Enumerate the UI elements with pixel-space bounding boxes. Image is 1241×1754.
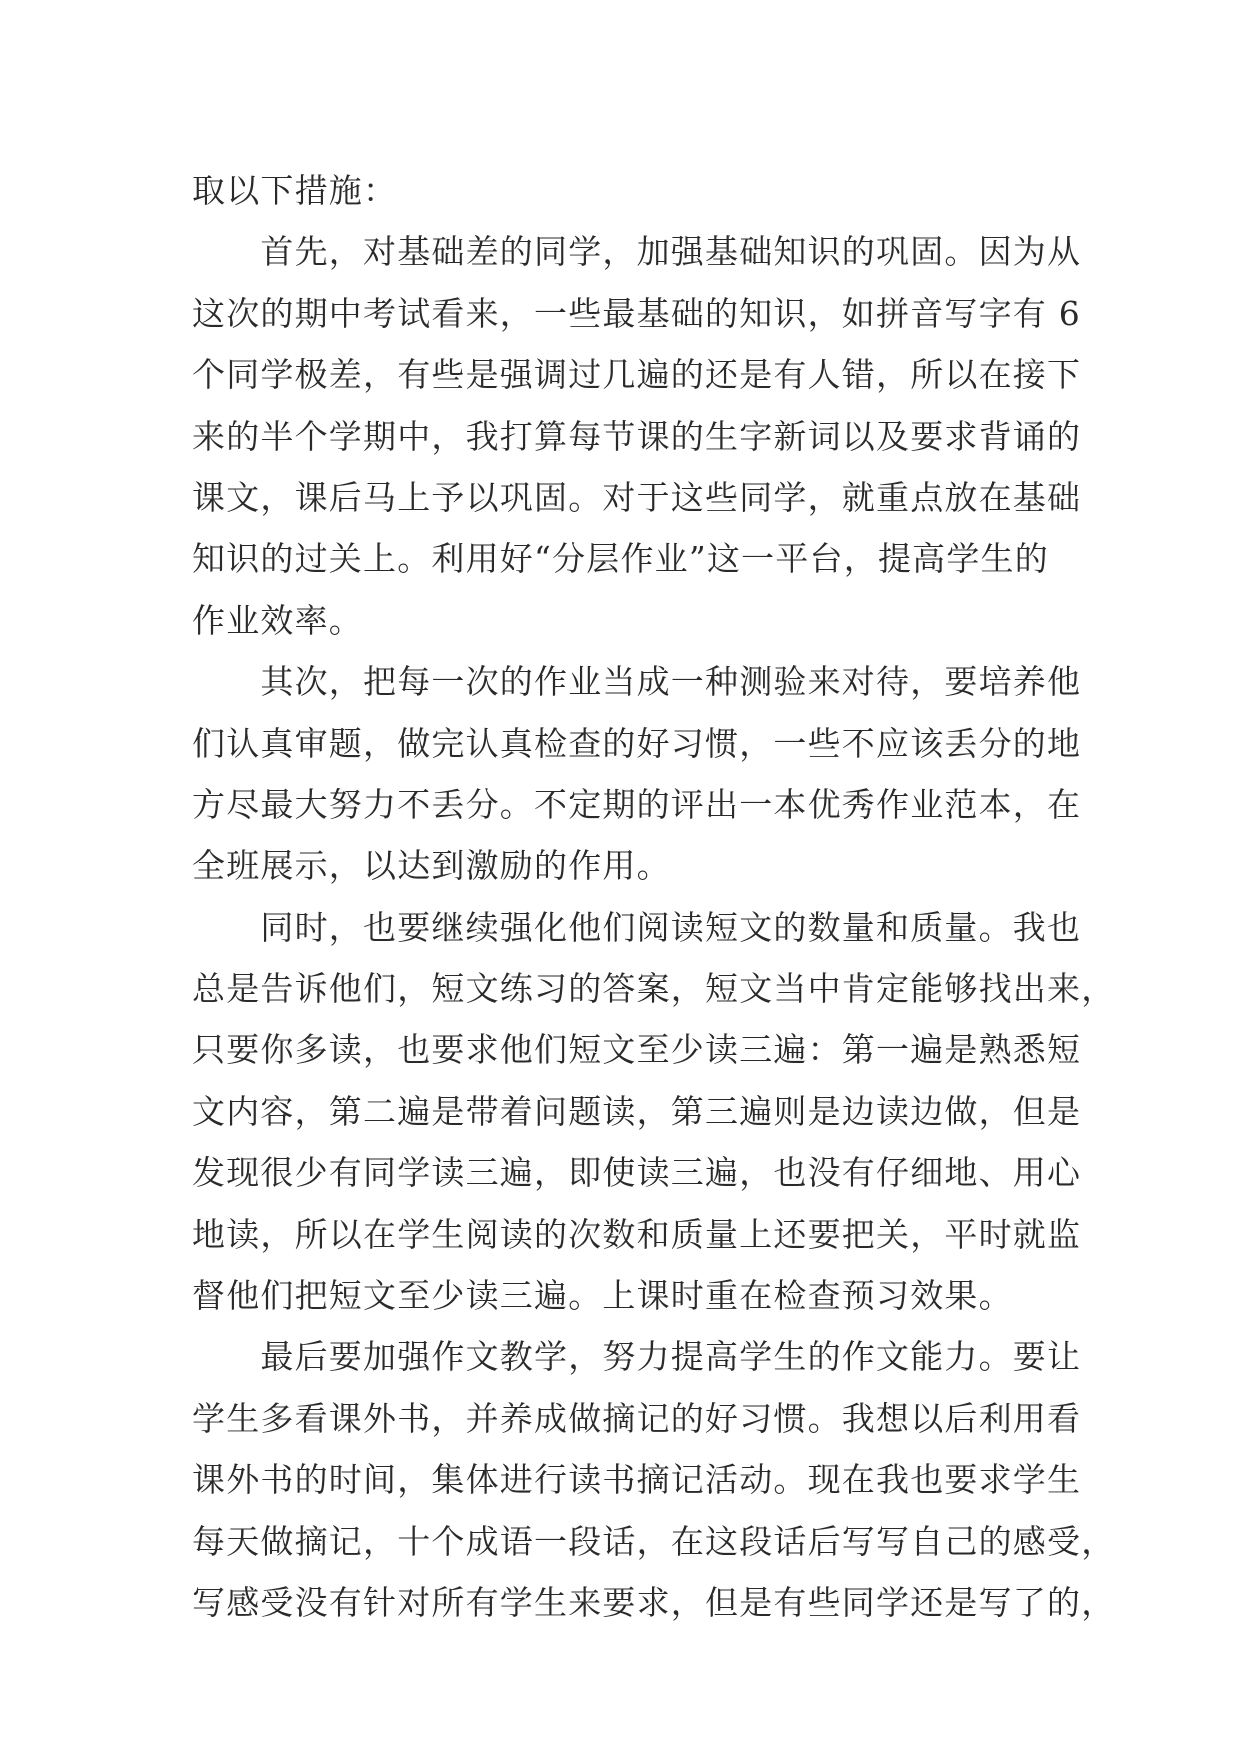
body-text	[192, 160, 1116, 1633]
text-line: 取以下措施：	[192, 171, 398, 210]
text-line: 其次，把每一次的作业当成一种测验来对待，要培养他	[192, 662, 1082, 702]
text-line: 来的半个学期中，我打算每节课的生字新词以及要求背诵的	[192, 416, 1082, 456]
text-line: 学生多看课外书，并养成做摘记的好习惯。我想以后利用看	[192, 1398, 1082, 1438]
text-line: 作业效率。	[192, 600, 363, 640]
text-line: 全班展示，以达到激励的作用。	[192, 846, 671, 886]
text-line: 同时，也要继续强化他们阅读短文的数量和质量。我也	[192, 907, 1082, 947]
text-line: 课外书的时间，集体进行读书摘记活动。现在我也要求学生	[192, 1460, 1082, 1500]
text-line: 文内容，第二遍是带着问题读，第三遍则是边读边做，但是	[192, 1091, 1082, 1131]
text-line: 发现很少有同学读三遍，即使读三遍，也没有仔细地、用心	[192, 1153, 1082, 1193]
text-line: 首先，对基础差的同学，加强基础知识的巩固。因为从	[192, 232, 1082, 272]
text-line: 每天做摘记，十个成语一段话，在这段话后写写自己的感受，	[192, 1521, 1116, 1561]
text-line: 们认真审题，做完认真检查的好习惯，一些不应该丢分的地	[192, 723, 1082, 763]
text-line: 总是告诉他们，短文练习的答案，短文当中肯定能够找出来，	[192, 969, 1116, 1009]
text-line: 知识的过关上。利用好“分层作业”这一平台，提高学生的	[192, 539, 1049, 579]
text-line: 督他们把短文至少读三遍。上课时重在检查预习效果。	[192, 1276, 1013, 1316]
text-line: 这次的期中考试看来，一些最基础的知识，如拼音写字有 6	[192, 293, 1081, 333]
text-line: 写感受没有针对所有学生来要求，但是有些同学还是写了的，	[192, 1582, 1116, 1622]
text-line: 方尽最大努力不丢分。不定期的评出一本优秀作业范本，在	[192, 784, 1082, 824]
text-line: 课文，课后马上予以巩固。对于这些同学，就重点放在基础	[192, 477, 1082, 517]
text-line: 最后要加强作文教学，努力提高学生的作文能力。要让	[192, 1337, 1082, 1377]
text-line: 只要你多读，也要求他们短文至少读三遍：第一遍是熟悉短	[192, 1030, 1082, 1070]
text-line: 地读，所以在学生阅读的次数和质量上还要把关，平时就监	[192, 1214, 1082, 1254]
text-line: 个同学极差，有些是强调过几遍的还是有人错，所以在接下	[192, 355, 1082, 395]
